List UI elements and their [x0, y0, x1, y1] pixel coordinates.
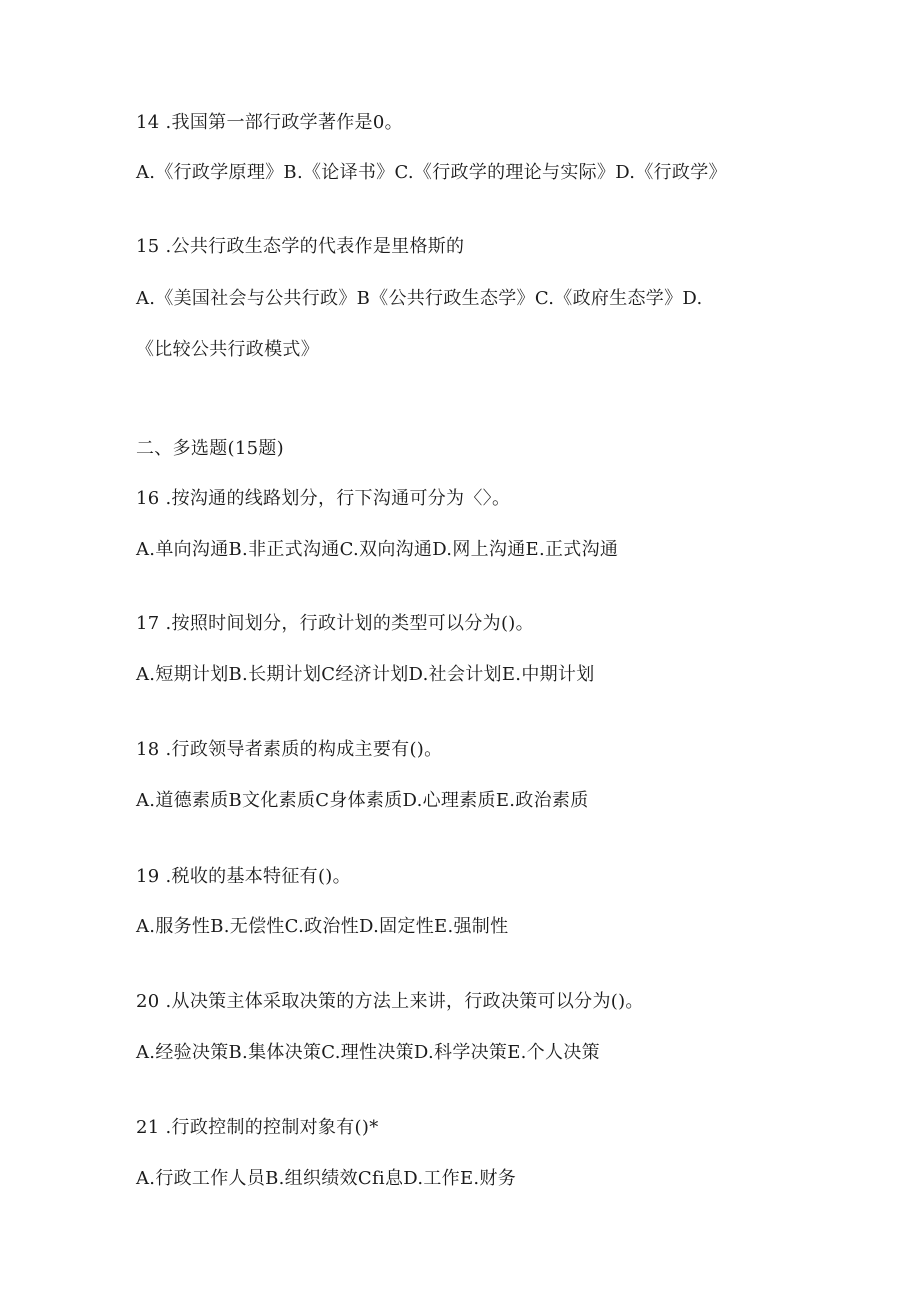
question-14-stem: 14 .我国第一部行政学著作是0。	[136, 112, 403, 133]
question-21-options: A.行政工作人员B.组织绩效Cfi息D.工作E.财务	[136, 1168, 517, 1189]
question-15-options-line1: A.《美国社会与公共行政》B《公共行政生态学》C.《政府生态学》D.	[136, 288, 703, 309]
question-16-options: A.单向沟通B.非正式沟通C.双向沟通D.网上沟通E.正式沟通	[136, 539, 619, 560]
section-heading: 二、多选题(15题)	[136, 438, 284, 459]
question-15-options-line2: 《比较公共行政模式》	[136, 339, 319, 360]
question-21-stem: 21 .行政控制的控制对象有()*	[136, 1117, 379, 1138]
question-20-stem: 20 .从决策主体采取决策的方法上来讲，行政决策可以分为()。	[136, 991, 644, 1012]
question-15-stem: 15 .公共行政生态学的代表作是里格斯的	[136, 236, 465, 257]
question-14-options: A.《行政学原理》B.《论译书》C.《行政学的理论与实际》D.《行政学》	[136, 162, 727, 183]
question-17-options: A.短期计划B.长期计划C经济计划D.社会计划E.中期计划	[136, 664, 595, 685]
question-19-stem: 19 .税收的基本特征有()。	[136, 866, 351, 887]
question-18-options: A.道德素质B文化素质C身体素质D.心理素质E.政治素质	[136, 790, 589, 811]
question-16-stem: 16 .按沟通的线路划分，行下沟通可分为〈〉。	[136, 488, 511, 509]
question-19-options: A.服务性B.无偿性C.政治性D.固定性E.强制性	[136, 916, 509, 937]
question-20-options: A.经验决策B.集体决策C.理性决策D.科学决策E.个人决策	[136, 1042, 600, 1063]
question-18-stem: 18 .行政领导者素质的构成主要有()。	[136, 739, 443, 760]
question-17-stem: 17 .按照时间划分，行政计划的类型可以分为()。	[136, 613, 534, 634]
